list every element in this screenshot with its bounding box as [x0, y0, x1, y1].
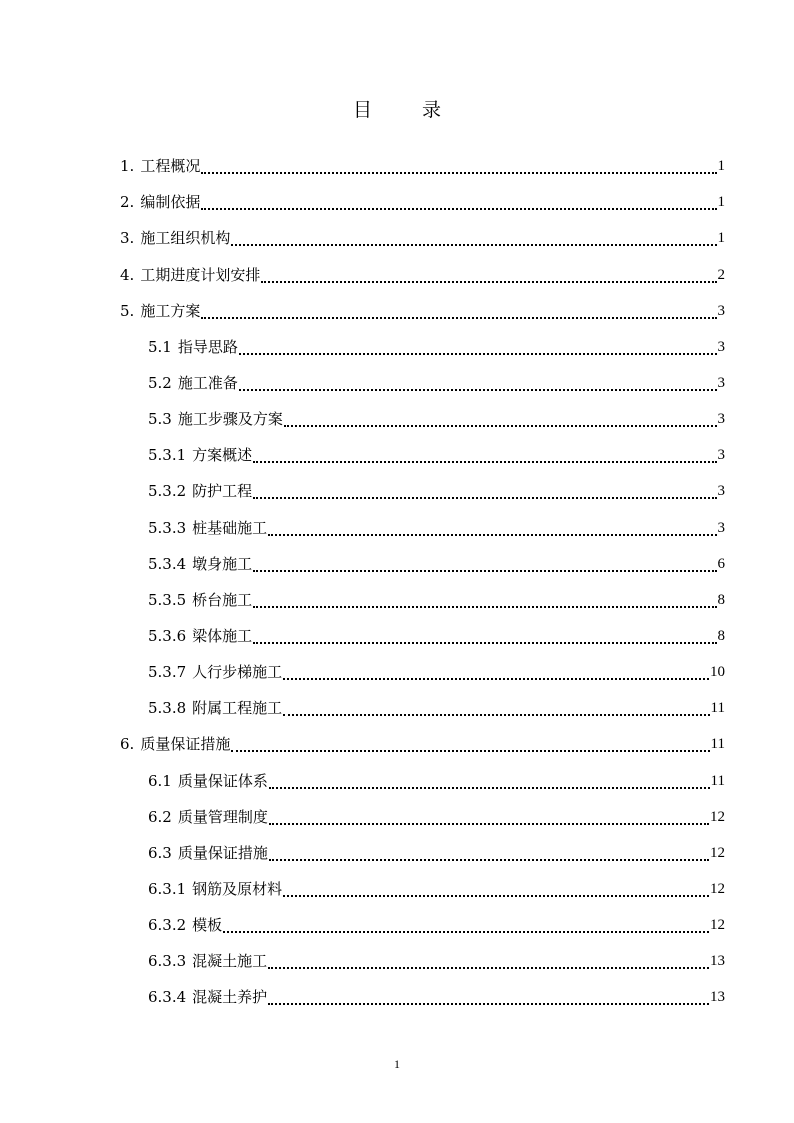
toc-entry[interactable]	[120, 509, 725, 545]
toc-entry-page: 11	[710, 772, 725, 789]
toc-entry[interactable]	[120, 546, 725, 582]
toc-entry-title: 方案概述	[192, 446, 253, 465]
toc-entry-title: 梁体施工	[192, 626, 253, 645]
toc-entry-title: 施工步骤及方案	[177, 410, 283, 429]
toc-entry-number: 5.3.2	[148, 482, 187, 501]
toc-entry[interactable]	[120, 762, 725, 798]
toc-dot-leader	[283, 885, 709, 897]
toc-entry-page: 3	[717, 483, 725, 500]
toc-entry-title: 指导思路	[177, 337, 238, 356]
toc-entry-number: 5.2	[148, 373, 172, 392]
toc-entry[interactable]	[120, 726, 725, 762]
toc-dot-leader	[283, 704, 709, 716]
toc-entry-page: 3	[717, 302, 725, 319]
toc-entry-page: 1	[717, 230, 725, 247]
toc-dot-leader	[268, 524, 716, 536]
toc-entry[interactable]	[120, 293, 725, 329]
toc-entry-number: 6.3.1	[148, 879, 187, 898]
toc-entry-title: 质量保证体系	[177, 771, 268, 790]
toc-dot-leader	[283, 668, 709, 680]
table-of-contents	[120, 148, 725, 1015]
toc-dot-leader	[261, 271, 716, 283]
toc-entry-number: 3.	[120, 229, 135, 248]
toc-entry-page: 12	[710, 917, 725, 934]
toc-entry-page: 1	[717, 158, 725, 175]
toc-entry-page: 3	[717, 519, 725, 536]
toc-dot-leader	[239, 379, 717, 391]
toc-dot-leader	[269, 813, 709, 825]
toc-entry-title: 桥台施工	[192, 590, 253, 609]
toc-entry-page: 11	[710, 736, 725, 753]
toc-dot-leader	[201, 162, 716, 174]
toc-entry-page: 3	[717, 338, 725, 355]
toc-entry-title: 施工方案	[140, 301, 201, 320]
toc-entry-title: 编制依据	[140, 193, 201, 212]
toc-entry-number: 5.3.1	[148, 446, 187, 465]
toc-entry[interactable]	[120, 220, 725, 256]
toc-entry[interactable]	[120, 943, 725, 979]
toc-entry-page: 3	[717, 447, 725, 464]
toc-entry-title: 模板	[192, 916, 223, 935]
toc-entry-number: 5.1	[148, 337, 172, 356]
toc-entry[interactable]	[120, 148, 725, 184]
toc-entry-title: 防护工程	[192, 482, 253, 501]
toc-entry-title: 人行步梯施工	[192, 663, 283, 682]
toc-entry[interactable]	[120, 329, 725, 365]
toc-entry-number: 4.	[120, 265, 135, 284]
toc-entry[interactable]	[120, 365, 725, 401]
toc-entry-page: 12	[710, 844, 725, 861]
toc-entry-title: 质量保证措施	[177, 843, 268, 862]
toc-dot-leader	[253, 596, 716, 608]
toc-entry-number: 6.3.4	[148, 988, 187, 1007]
toc-dot-leader	[239, 343, 717, 355]
toc-entry-page: 11	[710, 700, 725, 717]
toc-entry[interactable]	[120, 690, 725, 726]
toc-entry-title: 墩身施工	[192, 554, 253, 573]
toc-entry-number: 6.2	[148, 807, 172, 826]
toc-entry[interactable]	[120, 437, 725, 473]
toc-entry-page: 1	[717, 194, 725, 211]
toc-dot-leader	[253, 487, 716, 499]
toc-dot-leader	[253, 451, 716, 463]
toc-dot-leader	[253, 560, 716, 572]
toc-entry[interactable]	[120, 401, 725, 437]
toc-entry-title: 混凝土养护	[192, 988, 268, 1007]
toc-entry-page: 10	[710, 664, 725, 681]
toc-entry-number: 6.	[120, 735, 135, 754]
toc-entry[interactable]	[120, 582, 725, 618]
toc-dot-leader	[201, 307, 716, 319]
toc-dot-leader	[253, 632, 716, 644]
toc-entry[interactable]	[120, 835, 725, 871]
toc-dot-leader	[223, 921, 709, 933]
toc-entry[interactable]	[120, 256, 725, 292]
toc-entry-number: 5.3.4	[148, 554, 187, 573]
toc-entry[interactable]	[120, 184, 725, 220]
toc-entry[interactable]	[120, 618, 725, 654]
toc-dot-leader	[201, 198, 716, 210]
toc-entry-number: 1.	[120, 157, 135, 176]
toc-entry-title: 质量保证措施	[140, 735, 231, 754]
toc-entry-page: 8	[717, 591, 725, 608]
toc-dot-leader	[268, 957, 709, 969]
toc-entry-number: 2.	[120, 193, 135, 212]
toc-entry-title: 质量管理制度	[177, 807, 268, 826]
toc-entry-title: 施工组织机构	[140, 229, 231, 248]
page-number: 1	[394, 1057, 400, 1071]
toc-entry-title: 施工准备	[177, 373, 238, 392]
toc-entry[interactable]	[120, 871, 725, 907]
toc-entry-title: 工程概况	[140, 157, 201, 176]
toc-entry-title: 混凝土施工	[192, 952, 268, 971]
toc-entry-page: 6	[717, 555, 725, 572]
toc-entry-page: 3	[717, 411, 725, 428]
toc-entry-page: 8	[717, 627, 725, 644]
toc-entry-title: 钢筋及原材料	[192, 879, 283, 898]
toc-dot-leader	[231, 234, 716, 246]
toc-entry[interactable]	[120, 473, 725, 509]
toc-entry[interactable]	[120, 799, 725, 835]
toc-entry-page: 12	[710, 808, 725, 825]
toc-entry-number: 6.3.2	[148, 916, 187, 935]
toc-entry-number: 5.3.6	[148, 626, 187, 645]
toc-dot-leader	[268, 993, 709, 1005]
toc-entry-number: 5.3	[148, 410, 172, 429]
toc-entry-number: 5.3.8	[148, 699, 187, 718]
toc-entry-number: 5.3.5	[148, 590, 187, 609]
toc-entry-number: 6.3	[148, 843, 172, 862]
toc-dot-leader	[269, 849, 709, 861]
toc-entry-number: 5.3.7	[148, 663, 187, 682]
toc-dot-leader	[284, 415, 717, 427]
toc-dot-leader	[231, 740, 709, 752]
toc-entry-number: 5.	[120, 301, 135, 320]
toc-entry-page: 2	[717, 266, 725, 283]
toc-entry[interactable]	[120, 979, 725, 1015]
toc-entry-title: 工期进度计划安排	[140, 265, 261, 284]
toc-entry[interactable]	[120, 907, 725, 943]
toc-entry-number: 6.1	[148, 771, 172, 790]
toc-entry-number: 6.3.3	[148, 952, 187, 971]
toc-dot-leader	[269, 777, 710, 789]
page-title: 目 录	[352, 99, 464, 121]
toc-entry[interactable]	[120, 654, 725, 690]
toc-entry-page: 13	[710, 953, 725, 970]
toc-entry-page: 12	[710, 880, 725, 897]
toc-entry-title: 桩基础施工	[192, 518, 268, 537]
toc-entry-page: 3	[717, 374, 725, 391]
toc-entry-title: 附属工程施工	[192, 699, 283, 718]
toc-entry-page: 13	[710, 989, 725, 1006]
toc-entry-number: 5.3.3	[148, 518, 187, 537]
